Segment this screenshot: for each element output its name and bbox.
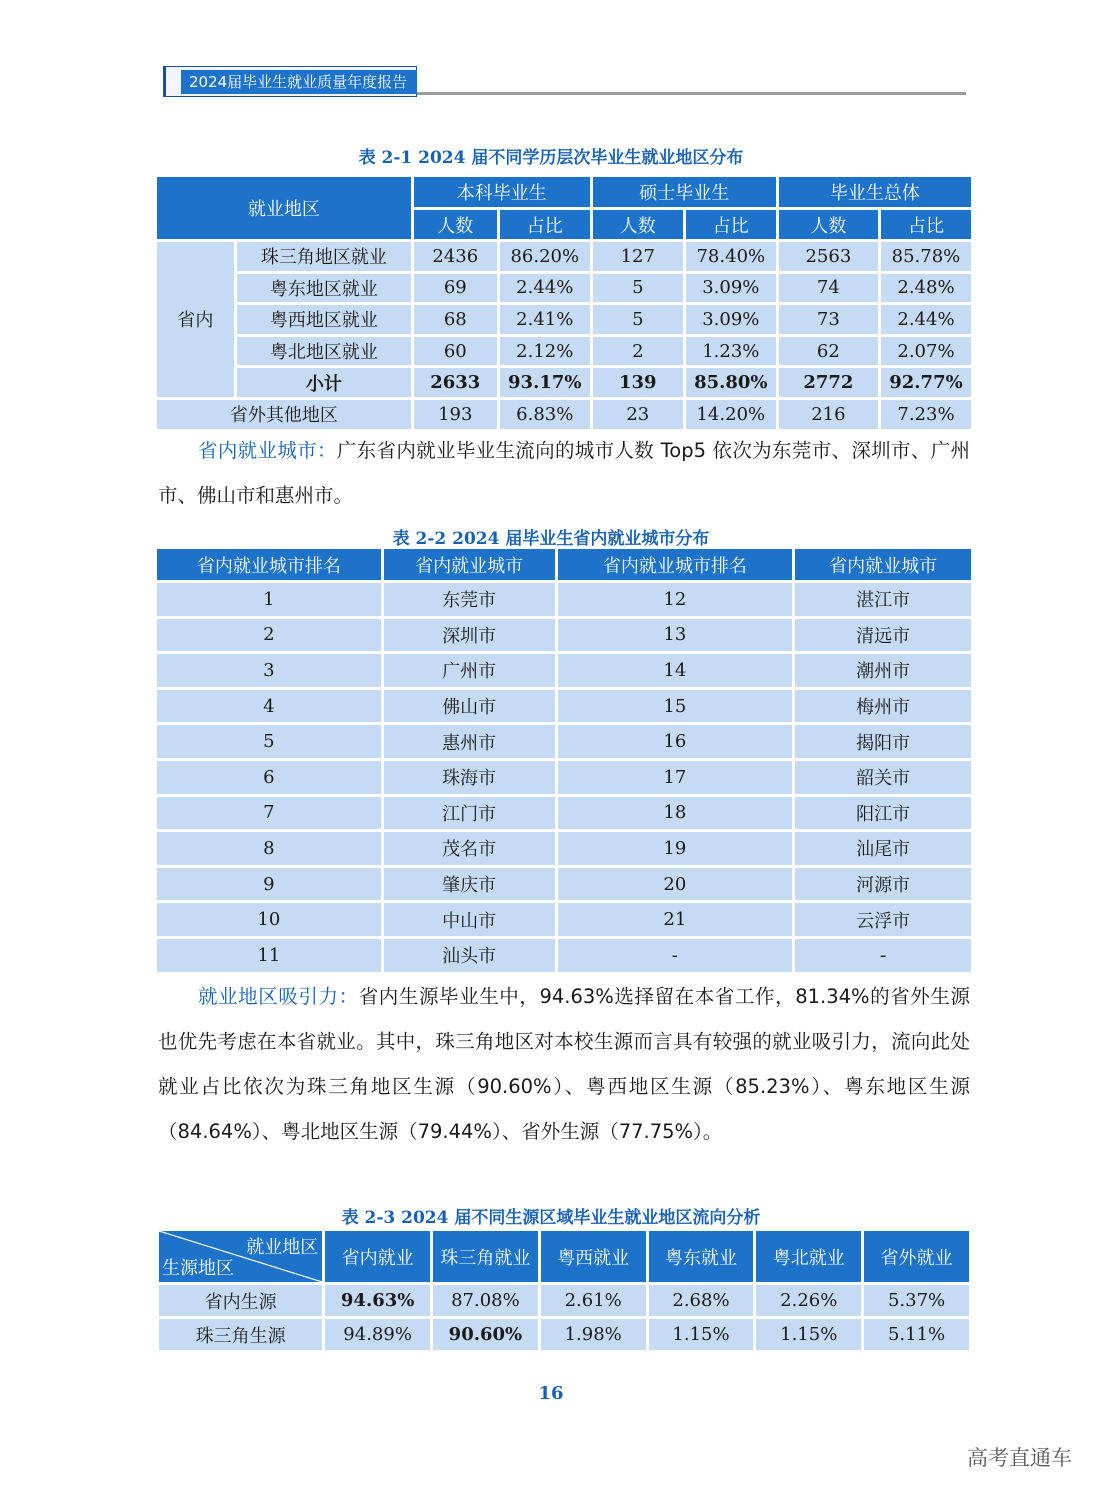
cell: 4 <box>157 690 381 723</box>
table1-subheader: 占比 <box>881 210 971 239</box>
cell: 2633 <box>414 368 497 397</box>
table-row <box>157 832 971 865</box>
cell: 河源市 <box>795 868 971 901</box>
table-row <box>157 274 971 303</box>
cell: 5 <box>593 274 683 303</box>
cell: 1 <box>157 583 381 616</box>
cell: 85.78% <box>881 242 971 271</box>
cell: 86.20% <box>500 242 590 271</box>
table2-header: 省内就业城市排名 <box>157 549 381 580</box>
cell: 深圳市 <box>384 619 555 652</box>
origin-name: 珠三角生源 <box>159 1319 322 1350</box>
origin-name: 省内生源 <box>159 1285 322 1316</box>
table3-header: 粤东就业 <box>649 1231 754 1282</box>
subtotal-row <box>157 368 971 397</box>
cell: 74 <box>779 274 878 303</box>
paragraph-cities <box>158 428 970 518</box>
cell: 中山市 <box>384 903 555 936</box>
cell: 汕头市 <box>384 939 555 972</box>
table-row <box>157 939 971 972</box>
cell: 8 <box>157 832 381 865</box>
table-row <box>157 337 971 366</box>
table-row <box>157 305 971 334</box>
paragraph-attraction <box>158 974 970 1154</box>
cell: 2563 <box>779 242 878 271</box>
cell: 78.40% <box>686 242 776 271</box>
table-row <box>157 868 971 901</box>
cell: 5.37% <box>864 1285 969 1316</box>
cell: 2.68% <box>649 1285 754 1316</box>
keyword-attraction: 就业地区吸引力： <box>198 985 359 1008</box>
cell: 13 <box>558 619 793 652</box>
cell: 20 <box>558 868 793 901</box>
table2-caption: 表 2-2 2024 届毕业生省内就业城市分布 <box>392 529 710 549</box>
cell: 60 <box>414 337 497 366</box>
cell: 茂名市 <box>384 832 555 865</box>
table1-header-group: 硕士毕业生 <box>593 177 776 207</box>
table-row <box>157 903 971 936</box>
cell: 佛山市 <box>384 690 555 723</box>
cell: 12 <box>558 583 793 616</box>
table1-subheader: 占比 <box>686 210 776 239</box>
cell: 85.80% <box>686 368 776 397</box>
cell: 62 <box>779 337 878 366</box>
cell: 2.48% <box>881 274 971 303</box>
cell: 6 <box>157 761 381 794</box>
subtotal-label: 小计 <box>237 368 411 397</box>
table1 <box>154 174 974 432</box>
corner-top-label: 就业地区 <box>246 1237 319 1258</box>
cell: 2.07% <box>881 337 971 366</box>
table3-header: 粤西就业 <box>541 1231 646 1282</box>
cell: 云浮市 <box>795 903 971 936</box>
paragraph-text: 省内生源毕业生中，94.63%选择留在本省工作，81.34%的省外生源也优先考虑在本省就业。其中，珠三角地区对本校生源而言具有较强的就业吸引力，流向此处就业占比依次为珠三角地区生源（90.60%）、粤西地区生源（85.23%）、粤东地区生源（84.64%）、粤北地区生源（79.44%）、省外生源（77.75%）。 <box>158 985 970 1143</box>
cell: 江门市 <box>384 797 555 830</box>
cell: 3 <box>157 654 381 687</box>
cell: 18 <box>558 797 793 830</box>
paragraph-text: 广东省内就业毕业生流向的城市人数 Top5 依次为东莞市、深圳市、广州市、佛山市和惠州市。 <box>158 439 970 507</box>
cell: 14.20% <box>686 400 776 429</box>
cell: 3.09% <box>686 274 776 303</box>
page-number: 16 <box>538 1383 564 1404</box>
cell: 5.11% <box>864 1319 969 1350</box>
cell: 16 <box>558 725 793 758</box>
cell: 2436 <box>414 242 497 271</box>
province-label: 省内 <box>157 242 234 397</box>
table-row <box>157 797 971 830</box>
cell: 5 <box>593 305 683 334</box>
cell: 1.15% <box>649 1319 754 1350</box>
cell: 19 <box>558 832 793 865</box>
table1-subheader: 占比 <box>500 210 590 239</box>
report-title: 2024届毕业生就业质量年度报告 <box>181 70 417 94</box>
cell: 1.15% <box>756 1319 861 1350</box>
cell: 92.77% <box>881 368 971 397</box>
cell: 汕尾市 <box>795 832 971 865</box>
table2-header: 省内就业城市排名 <box>558 549 793 580</box>
cell: 韶关市 <box>795 761 971 794</box>
cell: 东莞市 <box>384 583 555 616</box>
table1-header-region: 就业地区 <box>157 177 411 239</box>
cell: 2.26% <box>756 1285 861 1316</box>
table-row <box>159 1285 969 1316</box>
cell: 23 <box>593 400 683 429</box>
cell: 6.83% <box>500 400 590 429</box>
cell: 73 <box>779 305 878 334</box>
cell: 94.89% <box>325 1319 430 1350</box>
cell: 15 <box>558 690 793 723</box>
cell: 湛江市 <box>795 583 971 616</box>
table3-corner-header <box>159 1231 322 1282</box>
cell: 11 <box>157 939 381 972</box>
table1-subheader: 人数 <box>593 210 683 239</box>
region-name: 珠三角地区就业 <box>237 242 411 271</box>
watermark: 高考直通车 <box>967 1446 1072 1470</box>
cell: 139 <box>593 368 683 397</box>
table1-header-group: 本科毕业生 <box>414 177 590 207</box>
outside-label: 省外其他地区 <box>157 400 411 429</box>
table3-header: 省外就业 <box>864 1231 969 1282</box>
table1-header-group: 毕业生总体 <box>779 177 971 207</box>
cell: 广州市 <box>384 654 555 687</box>
cell: 14 <box>558 654 793 687</box>
table3-header: 省内就业 <box>325 1231 430 1282</box>
region-name: 粤东地区就业 <box>237 274 411 303</box>
cell: 2.44% <box>881 305 971 334</box>
table1-subheader: 人数 <box>414 210 497 239</box>
cell: 2772 <box>779 368 878 397</box>
cell: 梅州市 <box>795 690 971 723</box>
region-name: 粤西地区就业 <box>237 305 411 334</box>
cell: 3.09% <box>686 305 776 334</box>
cell: 2.61% <box>541 1285 646 1316</box>
cell: - <box>795 939 971 972</box>
cell: 2.44% <box>500 274 590 303</box>
table-row <box>157 725 971 758</box>
cell: 90.60% <box>433 1319 538 1350</box>
table-row <box>157 583 971 616</box>
header-rule <box>417 92 966 95</box>
cell: 2.12% <box>500 337 590 366</box>
keyword-cities: 省内就业城市： <box>198 439 337 462</box>
cell: 阳江市 <box>795 797 971 830</box>
cell: 216 <box>779 400 878 429</box>
table1-subheader: 人数 <box>779 210 878 239</box>
cell: 69 <box>414 274 497 303</box>
cell: 7 <box>157 797 381 830</box>
cell: 127 <box>593 242 683 271</box>
corner-bottom-label: 生源地区 <box>162 1258 234 1279</box>
cell: 10 <box>157 903 381 936</box>
table2 <box>154 546 974 975</box>
table3-header: 粤北就业 <box>756 1231 861 1282</box>
table1-caption: 表 2-1 2024 届不同学历层次毕业生就业地区分布 <box>358 148 744 168</box>
cell: 9 <box>157 868 381 901</box>
cell: 清远市 <box>795 619 971 652</box>
cell: 珠海市 <box>384 761 555 794</box>
table-row <box>157 690 971 723</box>
table-row <box>157 619 971 652</box>
cell: 21 <box>558 903 793 936</box>
cell: 93.17% <box>500 368 590 397</box>
table3-header: 珠三角就业 <box>433 1231 538 1282</box>
cell: 1.23% <box>686 337 776 366</box>
table-row <box>157 654 971 687</box>
table3-caption: 表 2-3 2024 届不同生源区域毕业生就业地区流向分析 <box>341 1208 761 1228</box>
cell: 惠州市 <box>384 725 555 758</box>
cell: 2.41% <box>500 305 590 334</box>
cell: 193 <box>414 400 497 429</box>
cell: 2 <box>157 619 381 652</box>
cell: 17 <box>558 761 793 794</box>
cell: 2 <box>593 337 683 366</box>
table-row <box>159 1319 969 1350</box>
region-name: 粤北地区就业 <box>237 337 411 366</box>
table2-header: 省内就业城市 <box>384 549 555 580</box>
cell: 1.98% <box>541 1319 646 1350</box>
table-row <box>157 761 971 794</box>
cell: 94.63% <box>325 1285 430 1316</box>
cell: 5 <box>157 725 381 758</box>
cell: 肇庆市 <box>384 868 555 901</box>
table-row <box>157 400 971 429</box>
cell: 揭阳市 <box>795 725 971 758</box>
table-row <box>157 242 971 271</box>
table2-header: 省内就业城市 <box>795 549 971 580</box>
cell: 68 <box>414 305 497 334</box>
cell: 7.23% <box>881 400 971 429</box>
cell: 87.08% <box>433 1285 538 1316</box>
table3 <box>156 1228 972 1353</box>
cell: - <box>558 939 793 972</box>
cell: 潮州市 <box>795 654 971 687</box>
